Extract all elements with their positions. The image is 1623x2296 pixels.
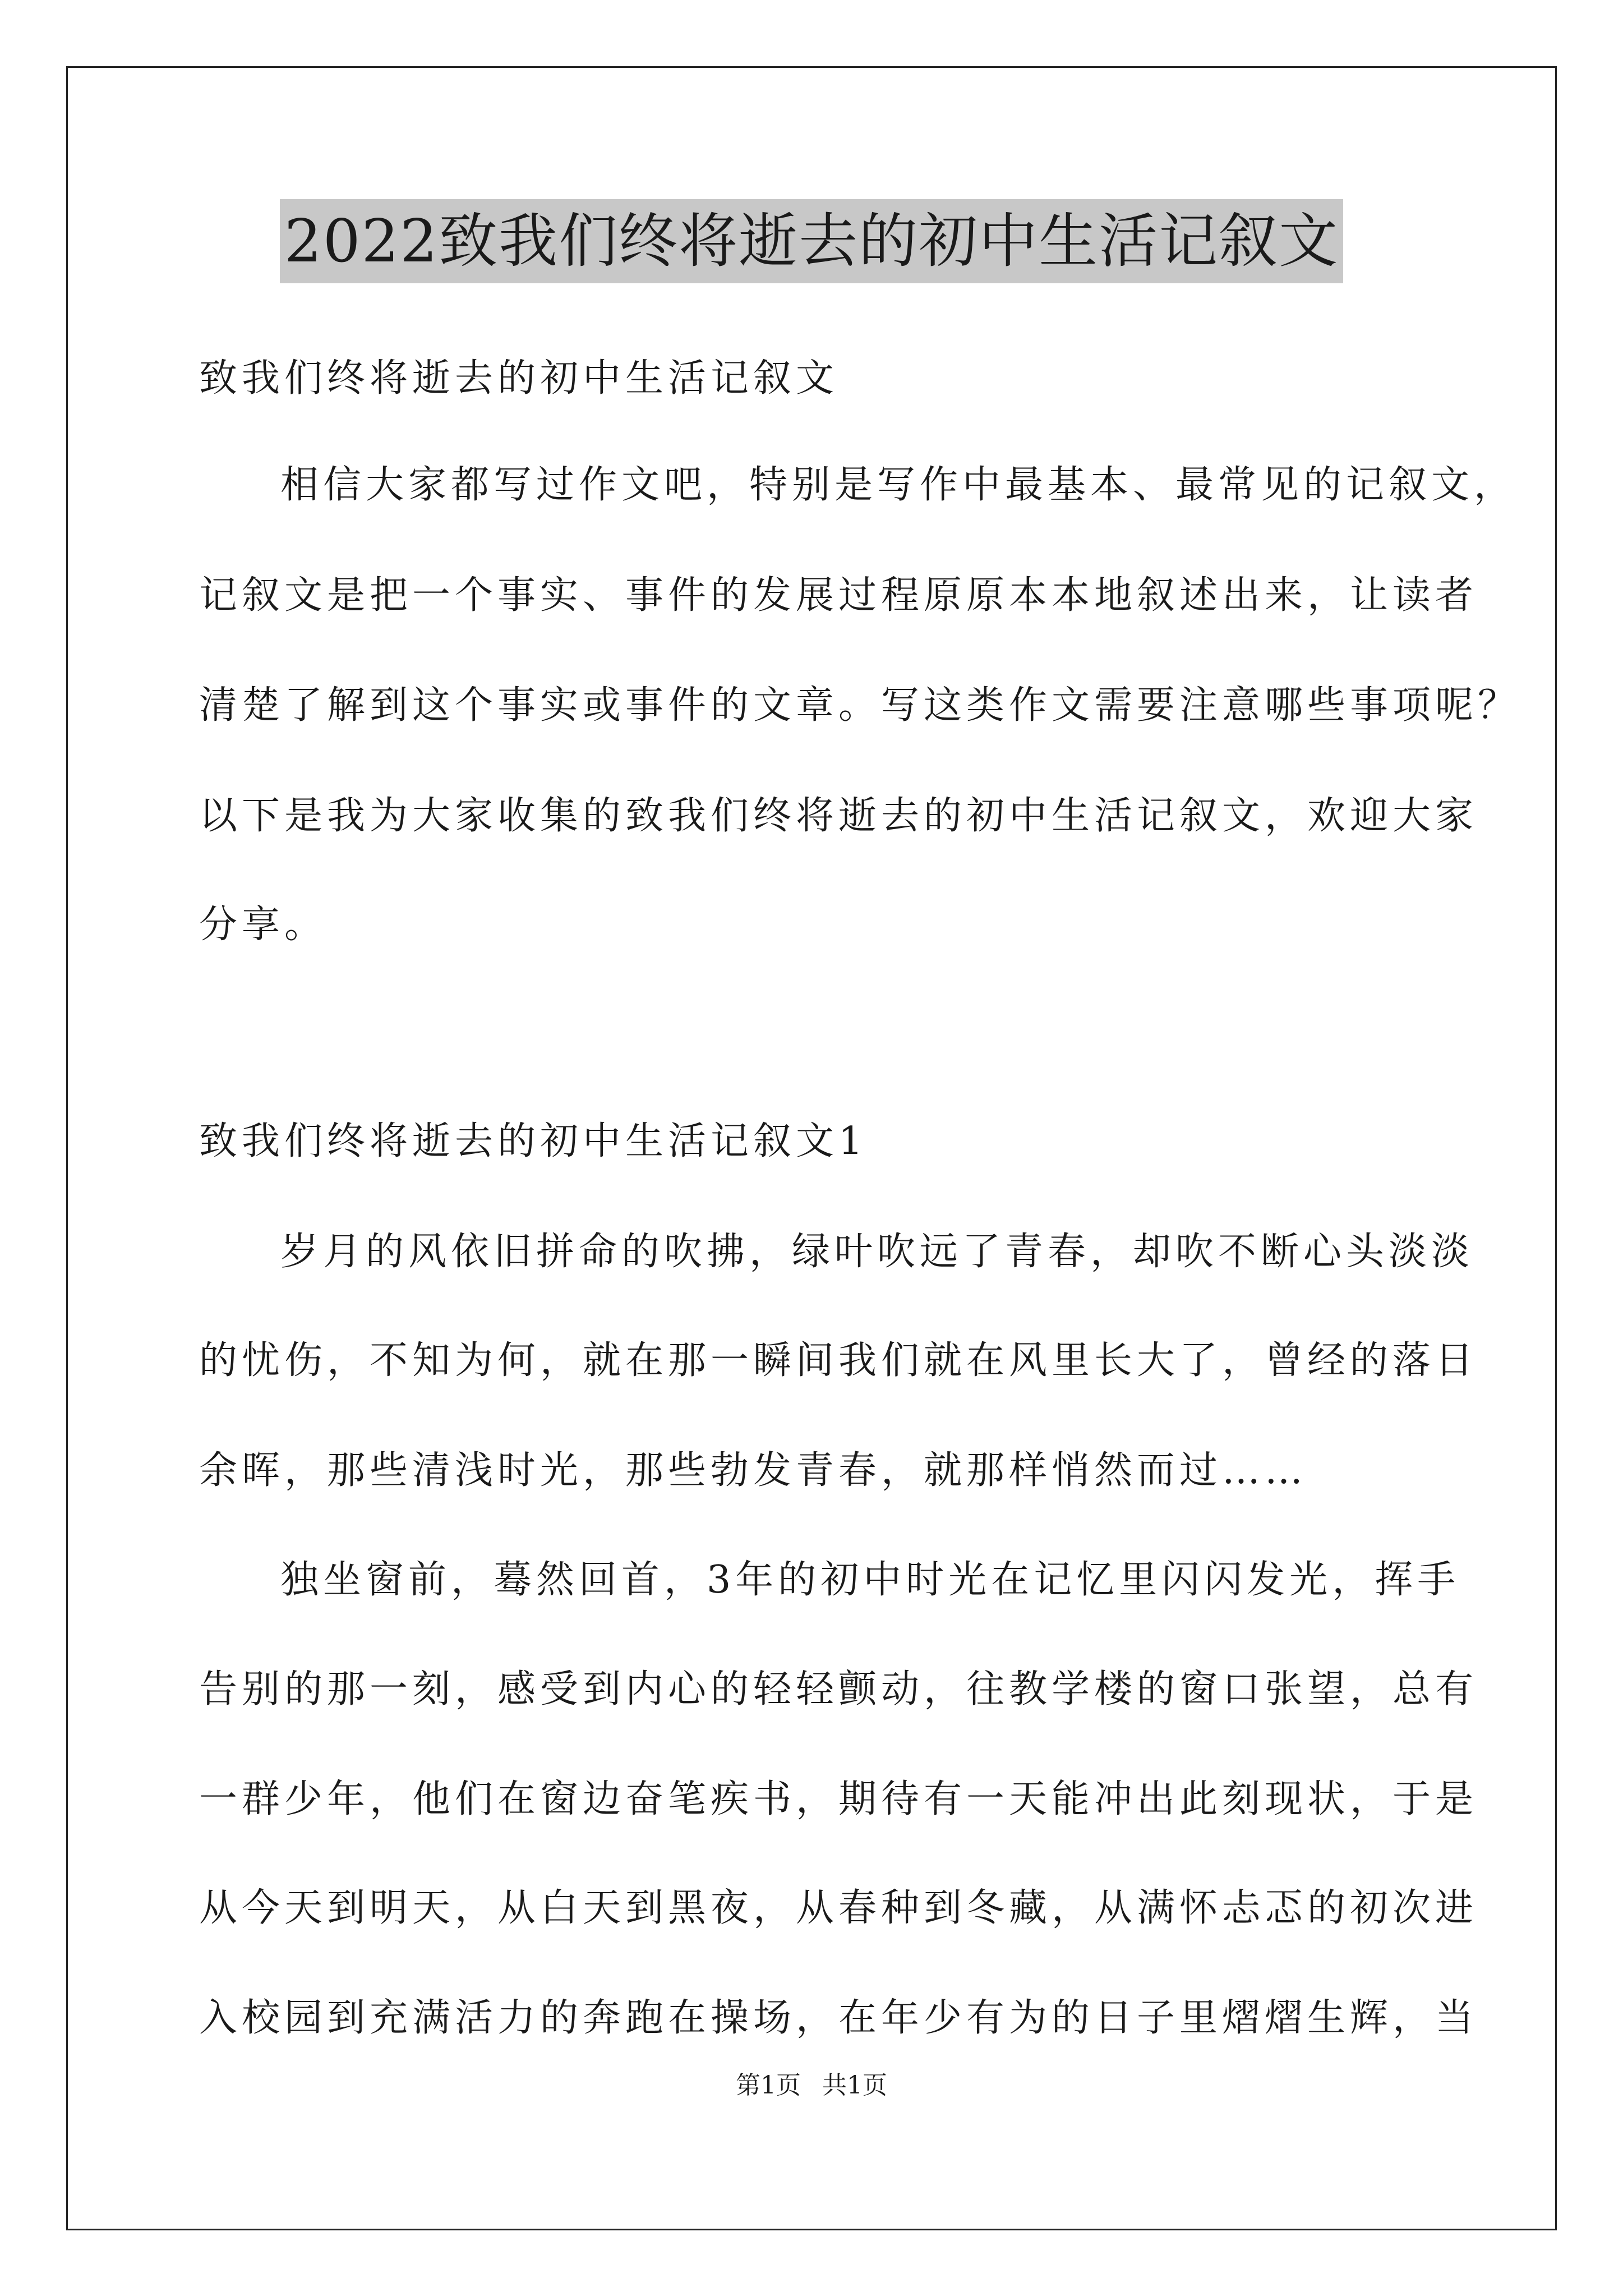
page-number-current: 第1页 xyxy=(736,2071,801,2100)
intro-line-1: 相信大家都写过作文吧，特别是写作中最基本、最常见的记叙文， xyxy=(280,463,1517,507)
para2-line-1: 独坐窗前，蓦然回首，3年的初中时光在记忆里闪闪发光，挥手 xyxy=(280,1558,1460,1602)
para2-line-3: 一群少年，他们在窗边奋笔疾书，期待有一天能冲出此刻现状，于是 xyxy=(199,1777,1478,1821)
para1-line-2: 的忧伤，不知为何，就在那一瞬间我们就在风里长大了，曾经的落日 xyxy=(199,1338,1478,1383)
page-number-total: 共1页 xyxy=(822,2071,887,2100)
para1-line-3: 余晖，那些清浅时光，那些勃发青春，就那样悄然而过…… xyxy=(199,1448,1308,1493)
para2-line-4: 从今天到明天，从白天到黑夜，从春种到冬藏，从满怀忐忑的初次进 xyxy=(199,1886,1478,1930)
intro-line-4: 以下是我为大家收集的致我们终将逝去的初中生活记叙文，欢迎大家 xyxy=(199,794,1478,838)
document-subtitle: 致我们终将逝去的初中生活记叙文 xyxy=(199,356,839,401)
para1-line-1: 岁月的风依旧拼命的吹拂，绿叶吹远了青春，却吹不断心头淡淡 xyxy=(280,1230,1474,1274)
intro-line-3: 清楚了解到这个事实或事件的文章。写这类作文需要注意哪些事项呢？ xyxy=(199,683,1521,728)
section-heading: 致我们终将逝去的初中生活记叙文1 xyxy=(199,1119,868,1163)
title-container xyxy=(0,199,1623,283)
para2-line-2: 告别的那一刻，感受到内心的轻轻颤动，往教学楼的窗口张望，总有 xyxy=(199,1667,1478,1711)
intro-line-5: 分享。 xyxy=(199,903,328,947)
page-footer xyxy=(0,2069,1623,2102)
para2-line-5: 入校园到充满活力的奔跑在操场，在年少有为的日子里熠熠生辉，当 xyxy=(199,1996,1478,2040)
document-title: 2022致我们终将逝去的初中生活记叙文 xyxy=(280,199,1343,283)
intro-line-2: 记叙文是把一个事实、事件的发展过程原原本本地叙述出来，让读者 xyxy=(199,573,1478,618)
